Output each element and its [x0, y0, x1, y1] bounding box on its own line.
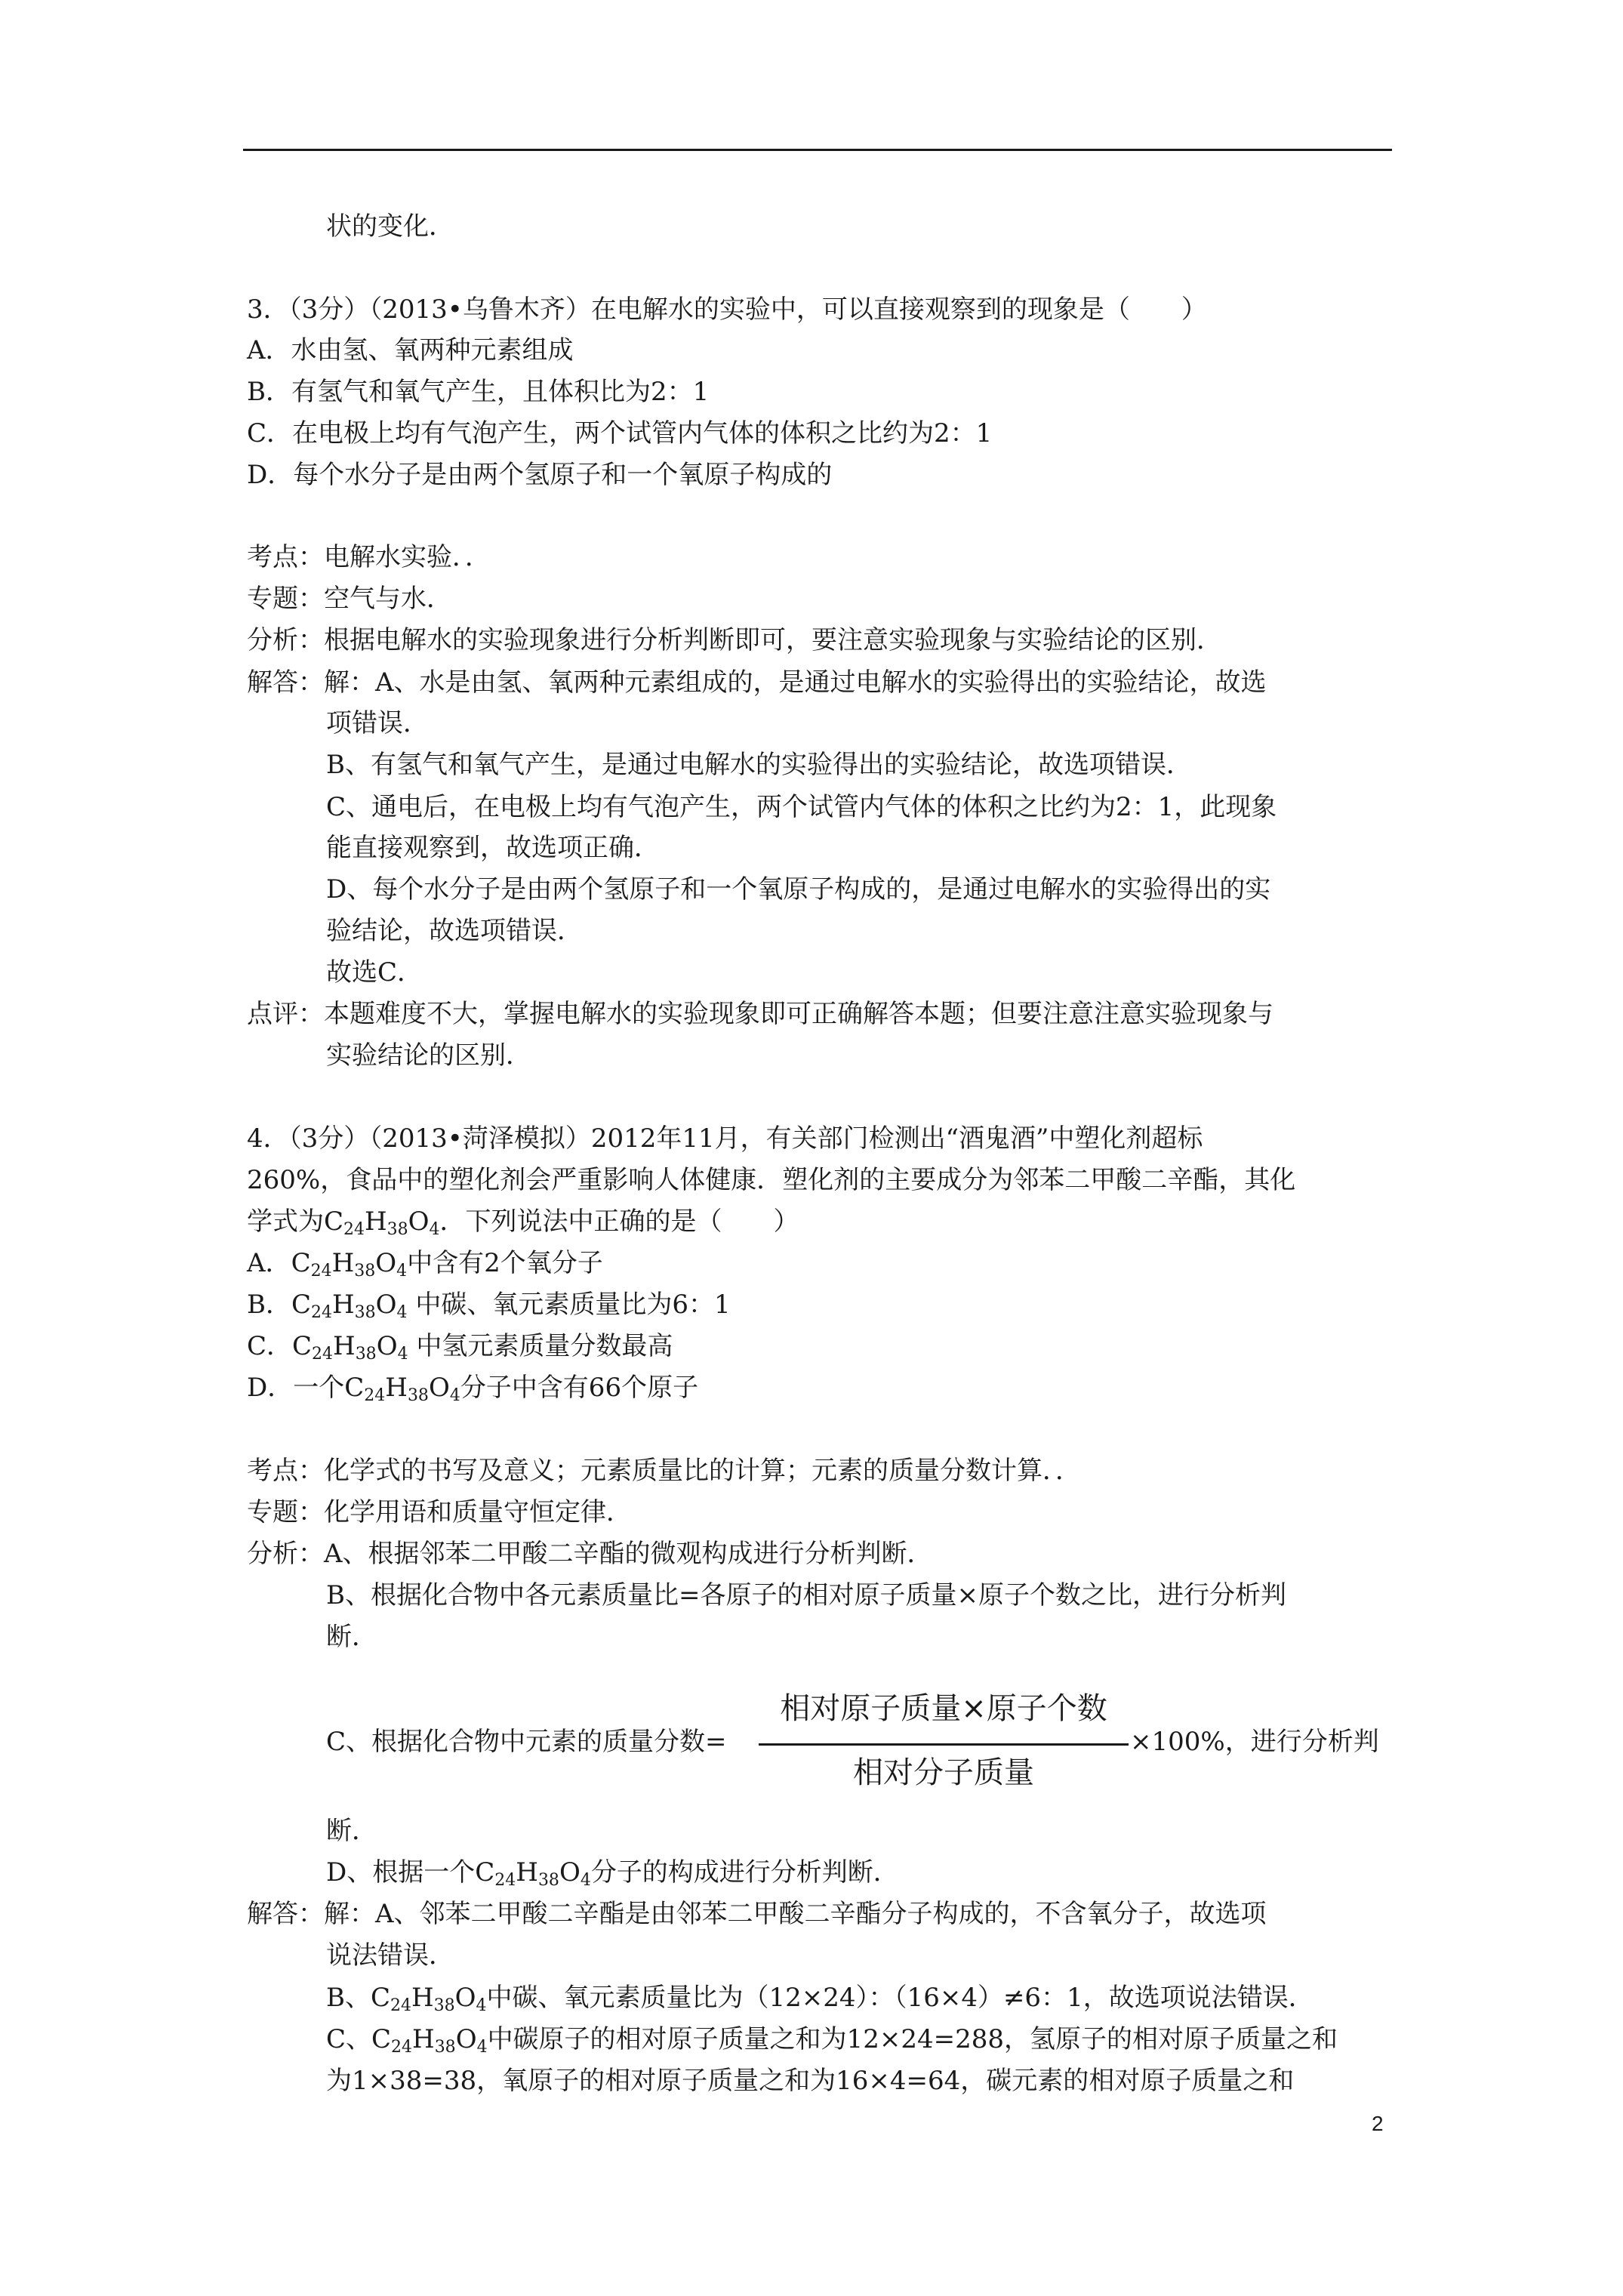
q4-fenxi-formula-prefix: C、根据化合物中元素的质量分数=	[326, 1727, 727, 1757]
chemical-formula: $C_{24}H_{38}O_4$	[371, 1983, 487, 2015]
q4-stem-line-2: 260%，食品中的塑化剂会严重影响人体健康．塑化剂的主要成分为邻苯二甲酸二辛酯，其化	[247, 1165, 1296, 1195]
q3-jieda-line: C、通电后，在电极上均有气泡产生，两个试管内气体的体积之比约为2：1，此现象	[326, 792, 1277, 822]
prev-question-tail: 状的变化．	[326, 211, 454, 242]
header-rule	[243, 149, 1392, 151]
q3-dianping-line: 点评：本题难度不大，掌握电解水的实验现象即可正确解答本题；但要注意注意实验现象与	[247, 999, 1273, 1029]
q3-stem: 3．（3分）（2013•乌鲁木齐）在电解水的实验中，可以直接观察到的现象是（ ）	[247, 294, 1207, 325]
fraction-bar	[759, 1743, 1129, 1746]
q4-jieda-line-b: B、$C_{24}H_{38}O_4$中碳、氧元素质量比为（12×24）：（16×4）≠6：1，故选项说法错误．	[326, 1983, 1314, 2015]
chemical-formula: $C_{24}H_{38}O_4$	[475, 1857, 591, 1890]
q4-fenxi-line: 断．	[326, 1816, 377, 1846]
q4-option-c: C．$C_{24}H_{38}O_4$ 中氢元素质量分数最高	[247, 1331, 673, 1364]
q4-stem-line-1: 4．（3分）（2013•菏泽模拟）2012年11月，有关部门检测出“酒鬼酒”中塑化剂超标	[247, 1123, 1203, 1154]
q4-option-d: D．一个$C_{24}H_{38}O_4$分子中含有66个原子	[247, 1373, 699, 1405]
q4-option-b: B．$C_{24}H_{38}O_4$ 中碳、氧元素质量比为6：1	[247, 1290, 731, 1322]
chemical-formula: $C_{24}H_{38}O_4$	[291, 1248, 408, 1281]
q4-fenxi-line: B、根据化合物中各元素质量比=各原子的相对原子质量×原子个数之比，进行分析判	[326, 1580, 1286, 1610]
q4-jieda-line-c: C、$C_{24}H_{38}O_4$中碳原子的相对原子质量之和为12×24=288，氢原子的相对原子质量之和	[326, 2024, 1338, 2057]
q4-option-a: A．$C_{24}H_{38}O_4$中含有2个氧分子	[247, 1248, 603, 1281]
q3-dianping-line: 实验结论的区别．	[326, 1040, 531, 1071]
q4-jieda-line: 解答：解：A、邻苯二甲酸二辛酯是由邻苯二甲酸二辛酯分子构成的，不含氧分子，故选项	[247, 1899, 1267, 1929]
q4-fenxi-line: 分析：A、根据邻苯二甲酸二辛酯的微观构成进行分析判断．	[247, 1539, 933, 1569]
q4-fenxi-line: 断．	[326, 1622, 377, 1652]
q4-fenxi-line-d: D、根据一个$C_{24}H_{38}O_4$分子的构成进行分析判断．	[326, 1857, 899, 1890]
q3-jieda-line: 能直接观察到，故选项正确．	[326, 833, 660, 863]
q3-option-c: C．在电极上均有气泡产生，两个试管内气体的体积之比约为2：1	[247, 418, 993, 448]
q3-jieda-line: 解答：解：A、水是由氢、氧两种元素组成的，是通过电解水的实验得出的实验结论，故选	[247, 667, 1267, 698]
chemical-formula: $C_{24}H_{38}O_4$	[344, 1373, 460, 1405]
q4-stem-line-3: 学式为$C_{24}H_{38}O_4$．下列说法中正确的是（ ）	[247, 1207, 799, 1239]
q3-option-d: D．每个水分子是由两个氢原子和一个氧原子构成的	[247, 460, 833, 490]
q3-jieda-line: 验结论，故选项错误．	[326, 916, 583, 946]
chemical-formula: $C_{24}H_{38}O_4$	[291, 1290, 408, 1322]
chemical-formula: $C_{24}H_{38}O_4$	[371, 2024, 488, 2057]
q3-jieda-line: 项错误．	[326, 708, 429, 738]
q3-jieda-line: 故选C．	[326, 957, 423, 988]
mass-fraction-formula	[759, 1691, 1129, 1794]
q3-option-a: A．水由氢、氧两种元素组成	[247, 335, 574, 365]
chemical-formula: $C_{24}H_{38}O_4$	[292, 1331, 408, 1364]
q4-jieda-line: 为1×38=38，氧原子的相对原子质量之和为16×4=64，碳元素的相对原子质量之和	[326, 2066, 1295, 2096]
q3-zhuanti: 专题：空气与水．	[247, 584, 452, 614]
q4-zhuanti: 专题：化学用语和质量守恒定律．	[247, 1497, 632, 1527]
q4-kaodian: 考点：化学式的书写及意义；元素质量比的计算；元素的质量分数计算．．	[247, 1456, 1081, 1486]
q3-kaodian: 考点：电解水实验．．	[247, 542, 491, 572]
q3-option-b: B．有氢气和氧气产生，且体积比为2：1	[247, 377, 710, 407]
fraction-denominator: 相对分子质量	[853, 1755, 1034, 1790]
chemical-formula: $C_{24}H_{38}O_4$	[324, 1207, 440, 1239]
q3-jieda-line: B、有氢气和氧气产生，是通过电解水的实验得出的实验结论，故选项错误．	[326, 750, 1192, 780]
q3-fenxi: 分析：根据电解水的实验现象进行分析判断即可，要注意实验现象与实验结论的区别．	[247, 625, 1222, 655]
q4-jieda-line: 说法错误．	[326, 1940, 454, 1971]
fraction-numerator: 相对原子质量×原子个数	[780, 1691, 1107, 1726]
q4-fenxi-formula-suffix: ×100%，进行分析判	[1130, 1727, 1379, 1757]
q3-jieda-line: D、每个水分子是由两个氢原子和一个氧原子构成的，是通过电解水的实验得出的实	[326, 874, 1271, 905]
page-number: 2	[1372, 2112, 1384, 2135]
